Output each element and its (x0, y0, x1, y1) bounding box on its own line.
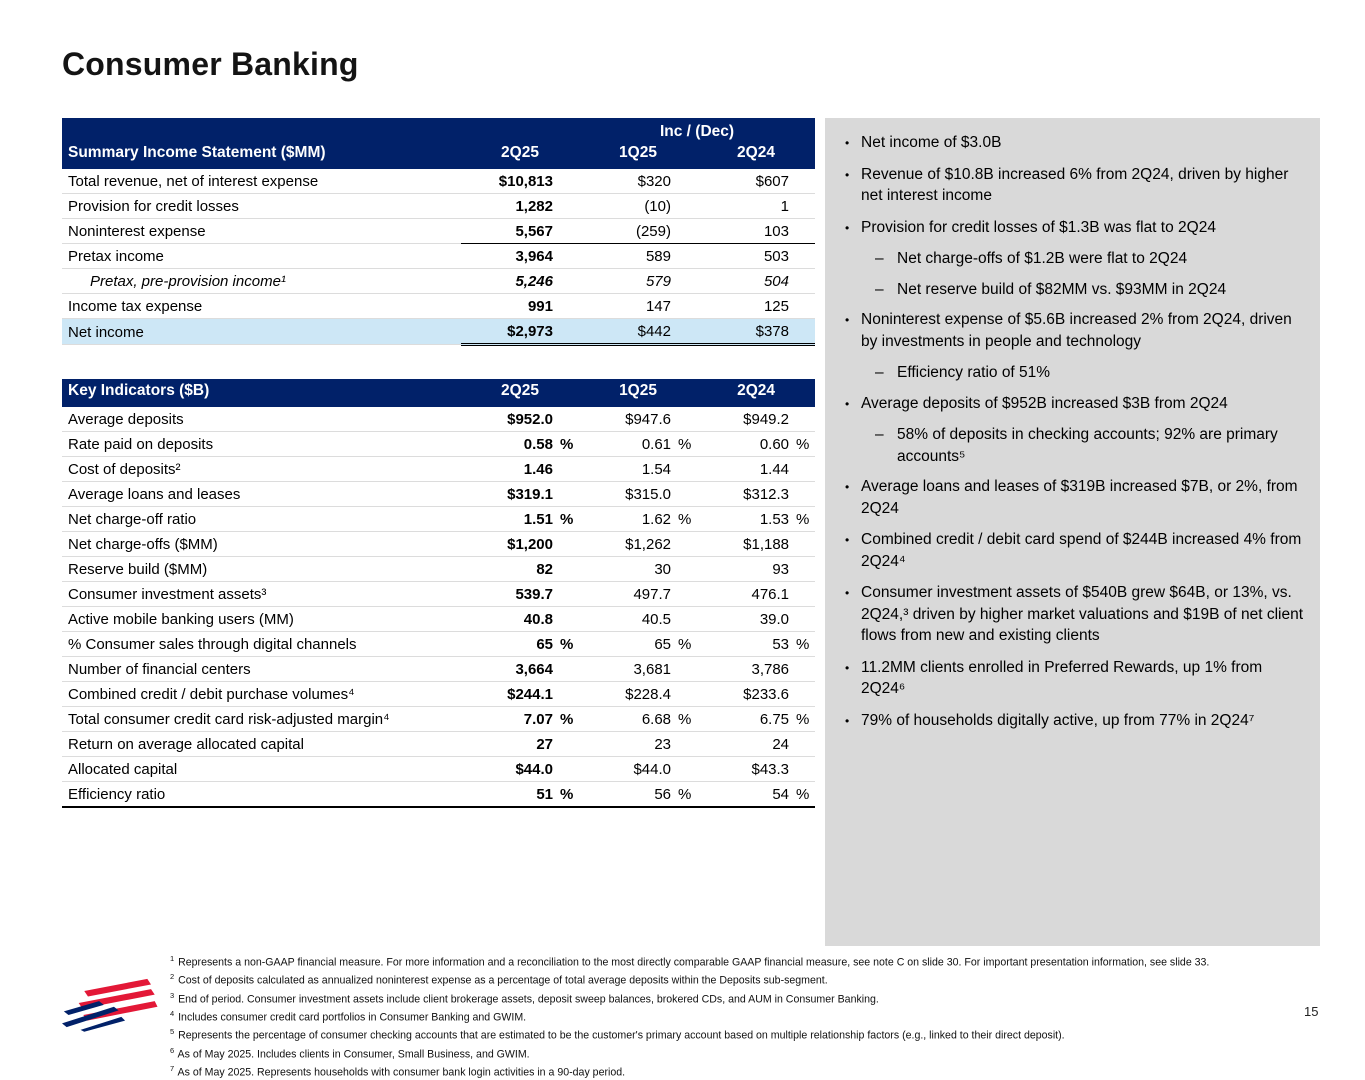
cell-value: 65 (579, 632, 671, 657)
footnote-line (170, 970, 1330, 988)
income-table-body (62, 169, 815, 345)
table-row (62, 432, 815, 457)
cell-unit (671, 194, 697, 219)
cell-unit: % (553, 782, 579, 808)
row-label: Combined credit / debit purchase volumes⁴ (62, 682, 461, 707)
bullet-text: 79% of households digitally active, up from 77% in 2Q24⁷ (861, 711, 1255, 729)
cell-value: 589 (579, 244, 671, 269)
cell-unit: % (553, 707, 579, 732)
tables-column (62, 118, 815, 808)
key-table-body (62, 407, 815, 807)
column-header-2q25: 2Q25 (461, 379, 579, 407)
row-label: Cost of deposits² (62, 457, 461, 482)
cell-unit: % (789, 507, 815, 532)
bullet-marker: • (845, 533, 850, 547)
cell-unit (789, 657, 815, 682)
footnote-line (170, 1044, 1330, 1062)
header-spacer (62, 118, 579, 141)
bullet-text: Average deposits of $952B increased $3B from 2Q24 (861, 394, 1228, 412)
cell-unit (671, 557, 697, 582)
cell-value: $244.1 (461, 682, 553, 707)
cell-unit: % (789, 432, 815, 457)
cell-unit (553, 294, 579, 319)
bullet-item (839, 393, 1304, 415)
row-label: Noninterest expense (62, 219, 461, 244)
bullet-marker: • (845, 220, 850, 235)
key-table-header (62, 379, 815, 407)
table-row (62, 757, 815, 782)
dash-marker: – (875, 280, 884, 298)
table-row (62, 507, 815, 532)
table-row (62, 269, 815, 294)
income-statement-table (62, 118, 815, 346)
cell-value: 23 (579, 732, 671, 757)
sub-bullet-item (839, 424, 1304, 467)
income-table-header (62, 118, 815, 169)
cell-value: 579 (579, 269, 671, 294)
cell-value: 125 (697, 294, 789, 319)
cell-unit: % (671, 632, 697, 657)
cell-value: 24 (697, 732, 789, 757)
table-row (62, 557, 815, 582)
bullet-item (839, 529, 1304, 572)
bullet-text: Net income of $3.0B (861, 134, 1002, 151)
bullet-text: Noninterest expense of $5.6B increased 2% from 2Q24, driven by investments in people and technology (861, 311, 1292, 350)
dash-marker: – (875, 250, 884, 267)
row-label: Reserve build ($MM) (62, 557, 461, 582)
dash-marker: – (875, 426, 884, 443)
cell-unit (553, 219, 579, 244)
cell-value: $10,813 (461, 169, 553, 194)
footnote-number: 5 (170, 1027, 175, 1037)
cell-unit (789, 532, 815, 557)
table-row (62, 607, 815, 632)
cell-value: 40.8 (461, 607, 553, 632)
table-row (62, 532, 815, 557)
bullet-item (839, 476, 1304, 519)
table-row (62, 657, 815, 682)
cell-value: 1.53 (697, 507, 789, 532)
bullet-text: Efficiency ratio of 51% (897, 364, 1051, 381)
footnote-number: 1 (170, 954, 175, 963)
bullet-item (839, 657, 1304, 700)
row-label: Net charge-off ratio (62, 507, 461, 532)
cell-value: 40.5 (579, 607, 671, 632)
bullet-marker: • (845, 167, 850, 182)
table-row (62, 782, 815, 808)
cell-value: 5,567 (461, 219, 553, 244)
sub-bullet-item (839, 362, 1304, 384)
cell-value: 1.44 (697, 457, 789, 482)
cell-unit (671, 607, 697, 632)
row-label: Number of financial centers (62, 657, 461, 682)
cell-value: 0.60 (697, 432, 789, 457)
table-row (62, 732, 815, 757)
cell-value: $319.1 (461, 482, 553, 507)
table-row (62, 707, 815, 732)
bullet-text: Net charge-offs of $1.2B were flat to 2Q24 (897, 250, 1188, 267)
cell-value: 30 (579, 557, 671, 582)
cell-value: 539.7 (461, 582, 553, 607)
cell-unit (789, 607, 815, 632)
table-row (62, 244, 815, 269)
row-label: Pretax income (62, 244, 461, 269)
cell-unit (671, 244, 697, 269)
footnotes (170, 952, 1330, 1080)
row-label: Efficiency ratio (62, 782, 461, 808)
cell-value: 53 (697, 632, 789, 657)
cell-unit: % (789, 632, 815, 657)
row-label: Provision for credit losses (62, 194, 461, 219)
table-row (62, 219, 815, 244)
cell-value: 56 (579, 782, 671, 808)
cell-unit (671, 532, 697, 557)
cell-value: 5,246 (461, 269, 553, 294)
cell-unit (789, 682, 815, 707)
footnote-line (170, 989, 1330, 1007)
cell-value: 6.68 (579, 707, 671, 732)
cell-unit (671, 407, 697, 432)
cell-value: 3,786 (697, 657, 789, 682)
footnote-number: 6 (170, 1045, 175, 1055)
table-row (62, 194, 815, 219)
cell-value: $952.0 (461, 407, 553, 432)
cell-value: 0.58 (461, 432, 553, 457)
cell-unit (789, 757, 815, 782)
bullet-item (839, 132, 1304, 154)
row-label: Total revenue, net of interest expense (62, 169, 461, 194)
cell-unit: % (553, 432, 579, 457)
bullet-text: Combined credit / debit card spend of $244B increased 4% from 2Q24⁴ (861, 531, 1302, 570)
cell-unit: % (671, 782, 697, 808)
footnote-number: 7 (170, 1063, 175, 1073)
cell-value: 504 (697, 269, 789, 294)
cell-unit (671, 657, 697, 682)
row-label: % Consumer sales through digital channels (62, 632, 461, 657)
cell-value: (10) (579, 194, 671, 219)
table-row (62, 682, 815, 707)
cell-value: $1,188 (697, 532, 789, 557)
cell-unit (553, 607, 579, 632)
cell-value: 1,282 (461, 194, 553, 219)
row-label: Net charge-offs ($MM) (62, 532, 461, 557)
highlights-panel (825, 118, 1320, 946)
bullet-item (839, 710, 1304, 732)
cell-unit (553, 657, 579, 682)
cell-unit (671, 269, 697, 294)
cell-value: 51 (461, 782, 553, 808)
bullet-marker: • (845, 480, 850, 494)
footnote-number: 2 (170, 972, 175, 982)
footnote-text: End of period. Consumer investment assets include client brokerage assets, deposit sweep balances, brokered CDs, and AUM in Consumer Banking. (175, 993, 879, 1006)
cell-value: 147 (579, 294, 671, 319)
footnote-number: 4 (170, 1008, 175, 1018)
cell-value: 0.61 (579, 432, 671, 457)
cell-value: 103 (697, 219, 789, 244)
cell-value: 1.54 (579, 457, 671, 482)
cell-value: 1.51 (461, 507, 553, 532)
cell-unit: % (671, 707, 697, 732)
footnote-text: Cost of deposits calculated as annualized noninterest expense as a percentage of total average deposits within the Deposits sub-segment. (175, 974, 828, 987)
cell-value: 503 (697, 244, 789, 269)
cell-unit (553, 244, 579, 269)
cell-value: 3,681 (579, 657, 671, 682)
cell-unit (553, 557, 579, 582)
column-header-1q25: 1Q25 (579, 379, 697, 407)
cell-unit (789, 582, 815, 607)
cell-unit (789, 407, 815, 432)
cell-value: 1.46 (461, 457, 553, 482)
page-title: Consumer Banking (62, 46, 359, 82)
cell-value: $607 (697, 169, 789, 194)
row-label: Allocated capital (62, 757, 461, 782)
cell-unit (789, 732, 815, 757)
cell-unit (789, 457, 815, 482)
cell-value: 93 (697, 557, 789, 582)
row-label: Rate paid on deposits (62, 432, 461, 457)
cell-unit (789, 294, 815, 319)
bullet-marker: • (845, 660, 850, 675)
cell-value: 991 (461, 294, 553, 319)
bullet-item (839, 309, 1304, 352)
cell-unit (789, 319, 815, 345)
table-row (62, 482, 815, 507)
cell-value: 497.7 (579, 582, 671, 607)
cell-value: $1,200 (461, 532, 553, 557)
row-label: Average deposits (62, 407, 461, 432)
cell-unit (553, 169, 579, 194)
cell-unit: % (553, 632, 579, 657)
column-header-2q25: 2Q25 (461, 141, 579, 169)
cell-unit (553, 582, 579, 607)
footnote-line (170, 952, 1330, 970)
cell-unit (553, 532, 579, 557)
income-table-title: Summary Income Statement ($MM) (62, 141, 461, 169)
cell-value: $44.0 (579, 757, 671, 782)
footnote-line (170, 1007, 1330, 1025)
cell-value: 476.1 (697, 582, 789, 607)
cell-value: $947.6 (579, 407, 671, 432)
cell-unit (671, 319, 697, 345)
bullet-item (839, 217, 1304, 239)
cell-unit (789, 169, 815, 194)
cell-unit (553, 482, 579, 507)
page-number: 15 (1304, 1004, 1319, 1019)
cell-unit: % (789, 707, 815, 732)
cell-unit: % (553, 507, 579, 532)
cell-unit (789, 219, 815, 244)
cell-value: 54 (697, 782, 789, 808)
bullet-item (839, 164, 1304, 207)
column-header-2q24: 2Q24 (697, 379, 815, 407)
cell-value: $315.0 (579, 482, 671, 507)
cell-value: (259) (579, 219, 671, 244)
row-label: Return on average allocated capital (62, 732, 461, 757)
highlights-list (839, 132, 1304, 731)
cell-unit (671, 457, 697, 482)
cell-value: 27 (461, 732, 553, 757)
table-row (62, 169, 815, 194)
inc-dec-label: Inc / (Dec) (579, 118, 815, 141)
cell-value: 6.75 (697, 707, 789, 732)
cell-value: $2,973 (461, 319, 553, 345)
cell-value: $1,262 (579, 532, 671, 557)
cell-unit (789, 482, 815, 507)
cell-unit (671, 169, 697, 194)
cell-unit (789, 244, 815, 269)
bullet-text: Net reserve build of $82MM vs. $93MM in 2Q24 (897, 280, 1227, 298)
cell-unit (553, 407, 579, 432)
cell-unit (789, 269, 815, 294)
row-label: Net income (62, 319, 461, 345)
bullet-text: Average loans and leases of $319B increased $7B, or 2%, from 2Q24 (861, 478, 1298, 517)
cell-unit (671, 482, 697, 507)
bullet-marker: • (845, 313, 850, 327)
cell-value: $949.2 (697, 407, 789, 432)
cell-unit (671, 682, 697, 707)
table-row (62, 319, 815, 345)
cell-unit: % (671, 507, 697, 532)
column-header-1q25: 1Q25 (579, 141, 697, 169)
cell-unit (553, 194, 579, 219)
cell-value: 3,964 (461, 244, 553, 269)
cell-value: $43.3 (697, 757, 789, 782)
footnote-text: As of May 2025. Represents households with consumer bank login activities in a 90-day period. (175, 1066, 626, 1079)
row-label: Average loans and leases (62, 482, 461, 507)
cell-unit (553, 682, 579, 707)
row-label: Income tax expense (62, 294, 461, 319)
table-row (62, 457, 815, 482)
bullet-text: 58% of deposits in checking accounts; 92% are primary accounts⁵ (897, 426, 1278, 465)
cell-unit (553, 732, 579, 757)
dash-marker: – (875, 364, 884, 381)
cell-value: $320 (579, 169, 671, 194)
bofa-logo (62, 972, 164, 1034)
footnote-number: 3 (170, 990, 175, 1000)
cell-value: 65 (461, 632, 553, 657)
table-row (62, 632, 815, 657)
row-label: Consumer investment assets³ (62, 582, 461, 607)
sub-bullet-item (839, 248, 1304, 270)
table-row (62, 407, 815, 432)
cell-unit (553, 457, 579, 482)
bullet-text: 11.2MM clients enrolled in Preferred Rewards, up 1% from 2Q24⁶ (861, 658, 1263, 697)
row-label: Active mobile banking users (MM) (62, 607, 461, 632)
bullet-marker: • (845, 396, 850, 411)
sub-bullet-item (839, 279, 1304, 301)
cell-value: $44.0 (461, 757, 553, 782)
cell-value: 1.62 (579, 507, 671, 532)
cell-value: 82 (461, 557, 553, 582)
cell-value: $228.4 (579, 682, 671, 707)
cell-value: $442 (579, 319, 671, 345)
cell-value: 39.0 (697, 607, 789, 632)
footnote-text: Includes consumer credit card portfolios in Consumer Banking and GWIM. (175, 1011, 527, 1024)
cell-value: $312.3 (697, 482, 789, 507)
footnote-text: Represents a non-GAAP financial measure. For more information and a reconciliation to the most directly comparable GAAP financial measure, see note C on slide 30. For important presentation information, see slide 33. (175, 956, 1210, 969)
footnote-text: As of May 2025. Includes clients in Consumer, Small Business, and GWIM. (175, 1048, 530, 1061)
bullet-item (839, 582, 1304, 647)
row-label: Pretax, pre-provision income¹ (62, 269, 461, 294)
cell-unit (789, 557, 815, 582)
cell-unit (671, 732, 697, 757)
cell-value: $233.6 (697, 682, 789, 707)
bullet-marker: • (845, 713, 850, 728)
cell-unit: % (789, 782, 815, 808)
row-label: Total consumer credit card risk-adjusted margin⁴ (62, 707, 461, 732)
cell-value: $378 (697, 319, 789, 345)
cell-value: 1 (697, 194, 789, 219)
cell-value: 7.07 (461, 707, 553, 732)
key-indicators-table (62, 379, 815, 808)
cell-unit (553, 757, 579, 782)
bullet-text: Revenue of $10.8B increased 6% from 2Q24, driven by higher net interest income (861, 165, 1289, 204)
footnote-line (170, 1062, 1330, 1080)
bullet-marker: • (845, 136, 850, 150)
bullet-text: Consumer investment assets of $540B grew $64B, or 13%, vs. 2Q24,³ driven by higher market valuations and $19B of net client flows from new and existing clients (861, 584, 1304, 644)
cell-unit (553, 269, 579, 294)
cell-unit (671, 582, 697, 607)
bullet-marker: • (845, 586, 850, 600)
column-header-2q24: 2Q24 (697, 141, 815, 169)
cell-unit (671, 219, 697, 244)
footnote-text: Represents the percentage of consumer checking accounts that are estimated to be the customer's primary account based on multiple relationship factors (e.g., linked to their direct deposit). (175, 1029, 1065, 1042)
cell-unit (789, 194, 815, 219)
footnote-line (170, 1025, 1330, 1043)
bullet-text: Provision for credit losses of $1.3B was flat to 2Q24 (861, 218, 1216, 236)
cell-unit (671, 757, 697, 782)
cell-unit (553, 319, 579, 345)
table-row (62, 294, 815, 319)
cell-unit (671, 294, 697, 319)
key-table-title: Key Indicators ($B) (62, 379, 461, 407)
table-row (62, 582, 815, 607)
cell-value: 3,664 (461, 657, 553, 682)
cell-unit: % (671, 432, 697, 457)
